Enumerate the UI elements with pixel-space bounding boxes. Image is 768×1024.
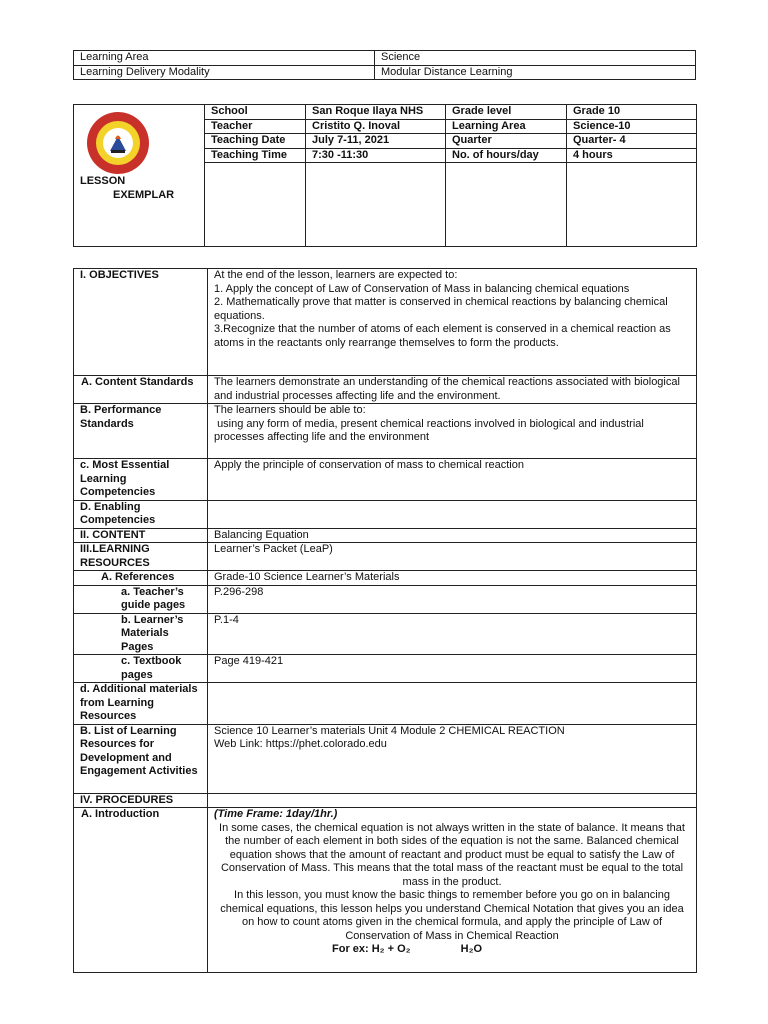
- learning-area-label: Learning Area: [74, 51, 375, 66]
- melc-text: Apply the principle of conservation of mass to chemical reaction: [208, 459, 697, 501]
- header-table: [73, 104, 697, 247]
- objective-item: 3.Recognize that the number of atoms of each element is conserved in a chemical reaction as atoms in the reactants only rearrange themselves to form the products.: [214, 323, 671, 349]
- equation-product: H₂O: [460, 943, 483, 955]
- learners-materials-text: P.1-4: [208, 613, 697, 655]
- time-frame: (Time Frame: 1day/1hr.): [214, 808, 338, 820]
- grade-level-value: Grade 10: [567, 105, 697, 120]
- teaching-time-value: 7:30 -11:30: [306, 148, 446, 163]
- teachers-guide-text: P.296-298: [208, 585, 697, 613]
- hours-per-day-value: 4 hours: [567, 148, 697, 163]
- objective-item: 2. Mathematically prove that matter is conserved in chemical reactions by balancing chemical equations.: [214, 296, 668, 322]
- teacher-label: Teacher: [205, 119, 306, 134]
- school-value: San Roque Ilaya NHS: [306, 105, 446, 120]
- textbook-label: c. Textbook pages: [74, 655, 208, 683]
- introduction-label: A. Introduction: [74, 808, 208, 973]
- introduction-cell: [208, 808, 697, 973]
- content-standards-text: The learners demonstrate an understanding of the chemical reactions associated with biological and industrial processes affecting life and the environment.: [208, 376, 697, 404]
- learners-materials-label: b. Learner’s Materials Pages: [74, 613, 208, 655]
- quarter-label: Quarter: [446, 134, 567, 149]
- lesson-label: LESSON: [80, 175, 126, 187]
- empty-cell: [306, 163, 446, 247]
- delivery-modality-label: Learning Delivery Modality: [74, 65, 375, 80]
- introduction-paragraph: In this lesson, you must know the basic things to remember before you go on in balancing chemical equations, this lesson helps you understand Chemical Notation that gives you an idea on how to count atoms given in the chemical formula, and apply the principle of Law of Conservation of Mass in Chemical Reaction: [220, 889, 684, 942]
- teacher-value: Cristito Q. Inoval: [306, 119, 446, 134]
- list-resources-cell: [208, 724, 697, 793]
- delivery-modality-value: Modular Distance Learning: [375, 65, 696, 80]
- lesson-plan-table: [73, 268, 697, 973]
- objective-item: 1. Apply the concept of Law of Conservation of Mass in balancing chemical equations: [214, 282, 630, 295]
- performance-standards-line: using any form of media, present chemical reactions involved in biological and industrial processes affecting life and the environment: [214, 417, 647, 443]
- teaching-time-label: Teaching Time: [205, 148, 306, 163]
- enabling-competencies-label: D. Enabling Competencies: [74, 500, 208, 528]
- quarter-value: Quarter- 4: [567, 134, 697, 149]
- enabling-competencies-text: [208, 500, 697, 528]
- web-link: Web Link: https://phet.colorado.edu: [214, 738, 387, 750]
- additional-materials-label: d. Additional materials from Learning Resources: [74, 683, 208, 725]
- learning-area-value: Science: [375, 51, 696, 66]
- introduction-paragraph: In some cases, the chemical equation is not always written in the state of balance. It means that the number of each element in both sides of the equation is not the same. Balanced chemical equation shows that the amount of reactant and product must be equal to satisfy the Law of Conservation of Mass. This means that the total mass of the reactant must be equal to the total mass in the product.: [219, 821, 685, 888]
- top-row: [74, 51, 696, 66]
- content-standards-label: A. Content Standards: [74, 376, 208, 404]
- melc-label: c. Most Essential Learning Competencies: [74, 459, 208, 501]
- learning-resources-text: Learner’s Packet (LeaP): [208, 543, 697, 571]
- list-resources-line: Science 10 Learner’s materials Unit 4 Module 2 CHEMICAL REACTION: [214, 724, 565, 737]
- learning-resources-label: III.LEARNING RESOURCES: [74, 543, 208, 571]
- logo-cell: [74, 105, 205, 247]
- additional-materials-text: [208, 683, 697, 725]
- content-label: II. CONTENT: [74, 528, 208, 543]
- objectives-cell: [208, 269, 697, 376]
- performance-standards-line: The learners should be able to:: [214, 404, 366, 416]
- header-learning-area-label: Learning Area: [446, 119, 567, 134]
- procedures-text: [208, 793, 697, 808]
- school-label: School: [205, 105, 306, 120]
- objectives-label: I. OBJECTIVES: [74, 269, 208, 376]
- teaching-date-value: July 7-11, 2021: [306, 134, 446, 149]
- example-equation: [214, 943, 690, 957]
- performance-standards-label: B. Performance Standards: [74, 404, 208, 459]
- textbook-text: Page 419-421: [208, 655, 697, 683]
- empty-cell: [205, 163, 306, 247]
- hours-per-day-label: No. of hours/day: [446, 148, 567, 163]
- teaching-date-label: Teaching Date: [205, 134, 306, 149]
- top-info-table: [73, 50, 696, 80]
- teachers-guide-label: a. Teacher’s guide pages: [74, 585, 208, 613]
- header-learning-area-value: Science-10: [567, 119, 697, 134]
- references-text: Grade-10 Science Learner’s Materials: [208, 571, 697, 586]
- procedures-label: IV. PROCEDURES: [74, 793, 208, 808]
- top-row: [74, 65, 696, 80]
- exemplar-label: EXEMPLAR: [113, 189, 175, 201]
- content-text: Balancing Equation: [208, 528, 697, 543]
- empty-cell: [446, 163, 567, 247]
- references-label: A. References: [74, 571, 208, 586]
- performance-standards-cell: [208, 404, 697, 459]
- grade-level-label: Grade level: [446, 105, 567, 120]
- deped-seal-icon: [84, 110, 152, 176]
- empty-cell: [567, 163, 697, 247]
- list-resources-label: B. List of Learning Resources for Development and Engagement Activities: [74, 724, 208, 793]
- objectives-intro: At the end of the lesson, learners are expected to:: [214, 269, 458, 281]
- equation-reactants: For ex: H₂ + O₂: [332, 943, 411, 955]
